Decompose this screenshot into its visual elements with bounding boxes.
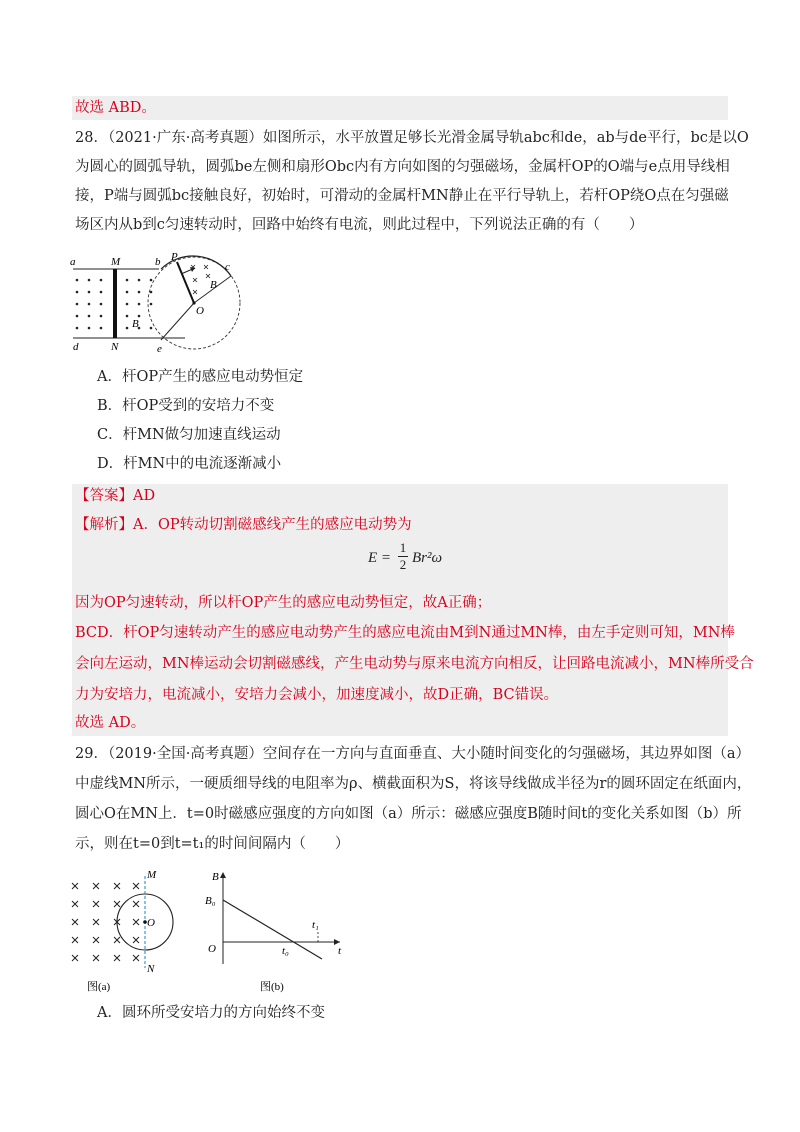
q29-line-3: 圆心O在MN上．t=0时磁感应强度的方向如图（a）所示：磁感应强度B随时间t的变化关系如图（b）所 bbox=[75, 806, 742, 822]
q28-line-2: 为圆心的圆弧导轨，圆弧be左侧和扇形Obc内有方向如图的匀强磁场，金属杆OP的O端与e点用导线相 bbox=[75, 159, 730, 175]
q28-option-a: A．杆OP产生的感应电动势恒定 bbox=[97, 369, 304, 385]
q28-analysis-head: 【解析】A．OP转动切割磁感线产生的感应电动势为 bbox=[75, 517, 412, 533]
label-t: t bbox=[338, 945, 342, 957]
label-b: b bbox=[155, 256, 161, 268]
caption-a: 图(a) bbox=[87, 981, 111, 993]
formula-rhs: Br²ω bbox=[412, 550, 443, 566]
label-N: N bbox=[111, 341, 119, 353]
q28-conclusion: 故选 AD。 bbox=[75, 715, 146, 731]
label-e: e bbox=[157, 343, 162, 354]
label-t0: t₀ bbox=[282, 945, 289, 957]
label-O: O bbox=[196, 305, 204, 317]
formula-denominator: 2 bbox=[399, 557, 407, 572]
q28-line-3: 接，P端与圆弧bc接触良好，初始时，可滑动的金属杆MN静止在平行导轨上，若杆OP绕O点在匀强磁 bbox=[75, 188, 729, 204]
q29-line-4: 示，则在t=0到t=t₁的时间间隔内（ ） bbox=[75, 836, 350, 852]
q28-line-1: 28．（2021·广东·高考真题）如图所示，水平放置足够长光滑金属导轨abc和de，ab与de平行，bc是以O bbox=[75, 130, 749, 146]
q29-figure-a bbox=[65, 864, 185, 994]
q28-analysis-4: 力为安培力，电流减小，安培力会减小，加速度减小，故D正确，BC错误。 bbox=[75, 687, 559, 703]
label-B: B bbox=[212, 871, 219, 883]
label-M: M bbox=[147, 869, 157, 881]
formula-lhs: E = bbox=[368, 550, 392, 566]
prev-conclusion: 故选 ABD。 bbox=[75, 100, 156, 116]
q29-line-2: 中虚线MN所示，一硬质细导线的电阻率为ρ、横截面积为S，将该导线做成半径为r的圆环固定在纸面内， bbox=[75, 776, 752, 792]
q28-analysis-2: BCD．杆OP匀速转动产生的感应电动势产生的感应电流由M到N通过MN棒，由左手定则可知，MN棒 bbox=[75, 625, 735, 641]
label-d: d bbox=[73, 341, 79, 353]
q28-option-b: B．杆OP受到的安培力不变 bbox=[97, 398, 275, 414]
label-B-top: B bbox=[210, 279, 217, 291]
caption-b: 图(b) bbox=[260, 981, 284, 993]
q28-analysis-3: 会向左运动，MN棒运动会切割磁感线，产生电动势与原来电流方向相反，让回路电流减小，MN棒所受合 bbox=[75, 656, 754, 672]
q28-option-c: C．杆MN做匀加速直线运动 bbox=[97, 427, 281, 443]
q28-line-4: 场区内从b到c匀速转动时，回路中始终有电流，则此过程中，下列说法正确的有（ ） bbox=[75, 217, 644, 233]
label-O: O bbox=[147, 917, 155, 929]
formula-numerator: 1 bbox=[399, 540, 407, 555]
q29-option-a: A．圆环所受安培力的方向始终不变 bbox=[97, 1005, 325, 1021]
label-t1: t₁ bbox=[312, 919, 319, 931]
formula-fraction bbox=[398, 540, 408, 573]
q29-line-1: 29．（2019·全国·高考真题）空间存在一方向与直面垂直、大小随时间变化的匀强磁场，其边界如图（a） bbox=[75, 746, 750, 762]
label-origin: O bbox=[208, 943, 216, 955]
label-B0: B₀ bbox=[205, 895, 216, 907]
rod-MN bbox=[113, 269, 117, 338]
field-crosses bbox=[72, 883, 139, 961]
q29-figure-b bbox=[200, 864, 350, 994]
label-M: M bbox=[111, 256, 121, 268]
q28-answer: 【答案】AD bbox=[75, 488, 156, 504]
label-c: c bbox=[225, 261, 230, 273]
q28-option-d: D．杆MN中的电流逐渐减小 bbox=[97, 456, 282, 472]
label-P: P bbox=[171, 252, 178, 263]
q28-figure bbox=[65, 252, 250, 354]
label-a: a bbox=[70, 256, 76, 268]
label-N: N bbox=[147, 963, 155, 975]
prev-answer-box bbox=[72, 96, 728, 120]
label-B-low: B bbox=[132, 318, 139, 330]
B-t-line bbox=[223, 900, 322, 959]
q28-analysis-1: 因为OP匀速转动，所以杆OP产生的感应电动势恒定，故A正确； bbox=[75, 595, 492, 611]
